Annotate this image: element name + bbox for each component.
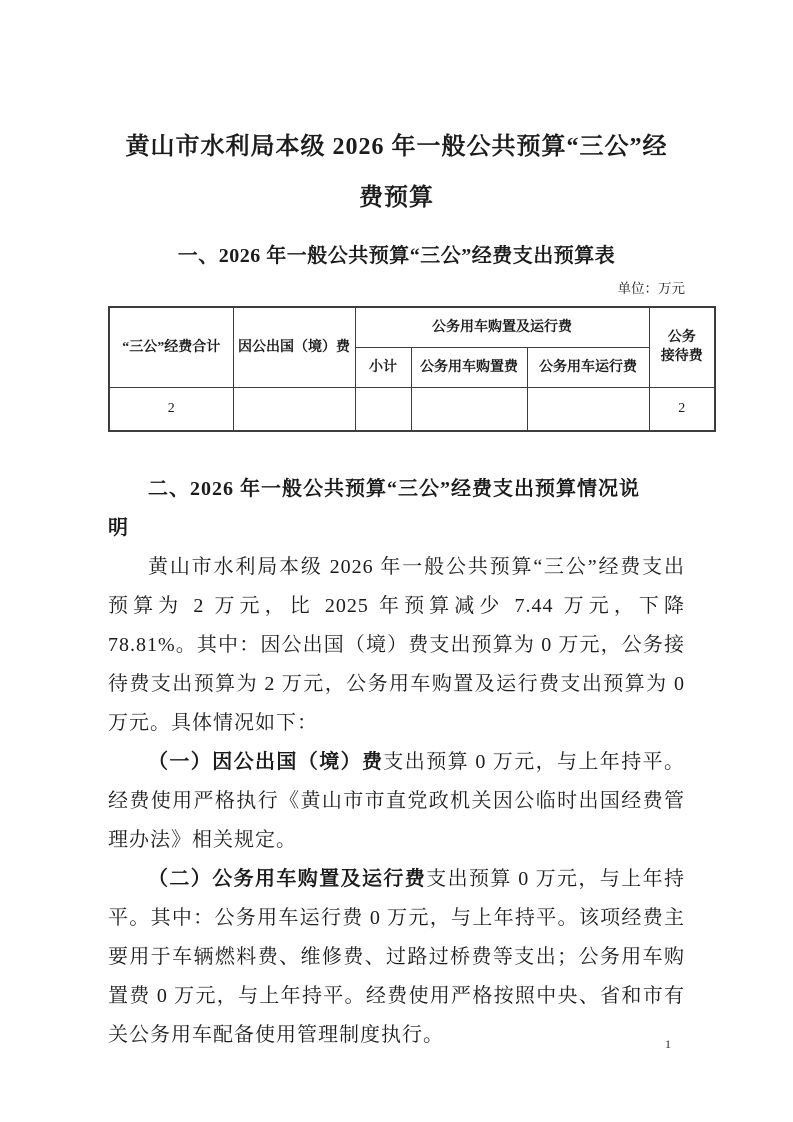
header-abroad-cell: 因公出国（境）费	[233, 307, 355, 387]
page-number: 1	[665, 1037, 671, 1051]
document-title-line1: 黄山市水利局本级 2026 年一般公共预算“三公”经	[125, 134, 668, 160]
document-title	[108, 122, 685, 224]
value-reception-cell: 2	[649, 387, 715, 431]
section2-heading-line1: 二、2026 年一般公共预算“三公”经费支出预算情况说	[148, 478, 640, 500]
section1-heading: 一、2026 年一般公共预算“三公”经费支出预算表	[177, 245, 616, 267]
header-operation-cell: 公务用车运行费	[527, 347, 649, 387]
header-purchase-cell: 公务用车购置费	[411, 347, 527, 387]
paragraph-vehicle-lead: （二）公务用车购置及运行费	[148, 868, 427, 890]
paragraph-abroad-lead: （一）因公出国（境）费	[148, 751, 384, 773]
paragraph-vehicle-text: 支出预算 0 万元，与上年持平。其中：公务用车运行费 0 万元，与上年持平。该项经费主要用于车辆燃料费、维修费、过路过桥费等支出；公务用车购置费 0 万元，与上年持平。经费使用严格按照中央、省和市有关公务用车配备使用管理制度执行。	[108, 868, 686, 1046]
header-subtotal-cell: 小计	[355, 347, 411, 387]
header-vehicle-group-cell: 公务用车购置及运行费	[355, 307, 649, 347]
paragraph-summary: 黄山市水利局本级 2026 年一般公共预算“三公”经费支出预算为 2 万元，比 2025 年预算减少 7.44 万元，下降 78.81%。其中：因公出国（境）费支出预算为 0 万元，公务接待费支出预算为 2 万元，公务用车购置及运行费支出预算为 0 万元。具体情况如下：	[108, 556, 685, 734]
value-purchase-cell	[411, 387, 527, 431]
value-total-cell: 2	[109, 387, 233, 431]
table-header-row-1	[109, 307, 715, 347]
paragraph-abroad	[108, 743, 685, 860]
table-data-row	[109, 387, 715, 431]
paragraph-vehicle	[108, 860, 685, 1055]
section2-heading-line2: 明	[108, 517, 129, 539]
document-content	[0, 122, 793, 1055]
budget-table	[108, 306, 716, 432]
unit-note: 单位：万元	[617, 281, 685, 296]
value-operation-cell	[527, 387, 649, 431]
header-total-cell: “三公”经费合计	[109, 307, 233, 387]
paragraph-abroad-text: 支出预算 0 万元，与上年持平。经费使用严格执行《黄山市市直党政机关因公临时出国经费管理办法》相关规定。	[108, 751, 686, 851]
header-reception-line1: 公务	[667, 330, 696, 346]
document-title-line2: 费预算	[359, 185, 434, 211]
value-abroad-cell	[233, 387, 355, 431]
header-reception-cell	[649, 307, 715, 387]
value-subtotal-cell	[355, 387, 411, 431]
header-reception-line2: 接待费	[660, 349, 703, 365]
section2-body	[108, 470, 685, 1055]
